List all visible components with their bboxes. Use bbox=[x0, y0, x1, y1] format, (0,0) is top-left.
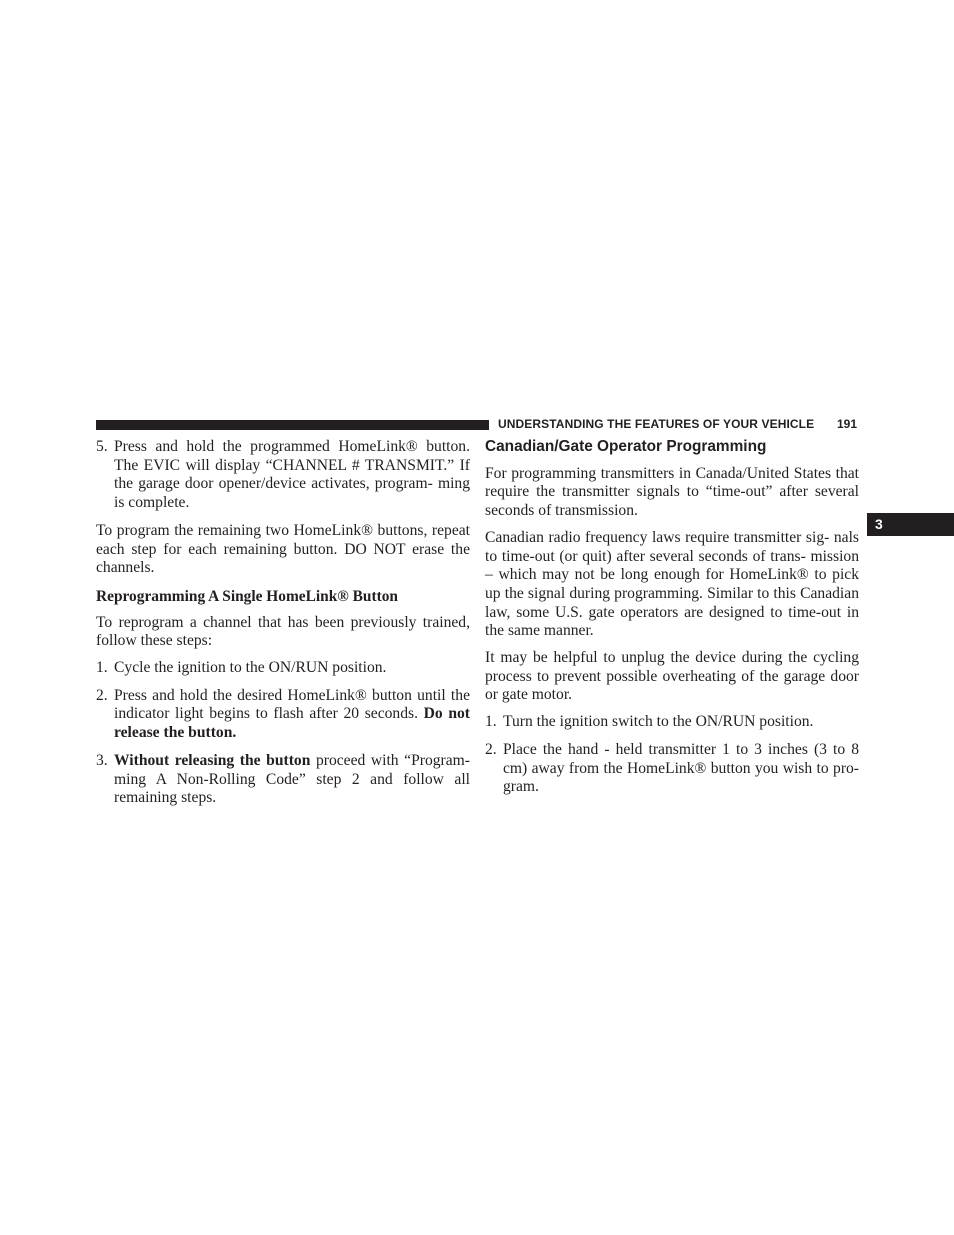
list-text-bold: Without releasing the button bbox=[114, 751, 311, 769]
list-item-step-1 bbox=[96, 659, 470, 678]
list-text: Cycle the ignition to the ON/RUN position. bbox=[114, 659, 387, 677]
list-text: Press and hold the desired HomeLink® button until the indicator light begins to flash after 20 seconds. bbox=[114, 686, 470, 723]
paragraph-reprogram-intro: To reprogram a channel that has been previously trained, follow these steps: bbox=[96, 613, 470, 650]
list-number: 2. bbox=[96, 686, 108, 704]
list-item-step-2 bbox=[485, 741, 859, 797]
paragraph-radio-laws: Canadian radio frequency laws require transmitter sig- nals to time-out (or quit) after several seconds of trans- mission – which may not be long enough for HomeLink® to pick up the signal during programming. Similar to this Canadian law, some U.S. gate operators are designed to time-out in the same manner. bbox=[485, 528, 859, 640]
chapter-tab-number: 3 bbox=[875, 516, 883, 532]
list-text: proceed with “Program- ming A Non-Rolling Code” step 2 and follow all remaining steps. bbox=[114, 751, 470, 807]
header-rule bbox=[96, 420, 489, 430]
list-number: 1. bbox=[485, 713, 497, 731]
list-number: 3. bbox=[96, 751, 108, 769]
section-heading-canadian-gate: Canadian/Gate Operator Programming bbox=[485, 438, 767, 455]
list-text: Press and hold the programmed HomeLink® button. The EVIC will display “CHANNEL # TRANSMIT.” If the garage door opener/device activates, program- ming is complete. bbox=[114, 438, 470, 512]
list-number: 5. bbox=[96, 438, 108, 455]
list-text: Turn the ignition switch to the ON/RUN position. bbox=[503, 713, 814, 731]
paragraph-unplug-device: It may be helpful to unplug the device during the cycling process to prevent possible overheating of the garage door or gate motor. bbox=[485, 649, 859, 704]
list-item-step-5 bbox=[96, 438, 470, 513]
list-text: Place the hand - held transmitter 1 to 3 inches (3 to 8 cm) away from the HomeLink® button you wish to pro- gram. bbox=[503, 740, 859, 796]
list-number: 2. bbox=[485, 740, 497, 758]
left-column bbox=[96, 438, 470, 817]
list-text-bold: Do not release the button. bbox=[114, 705, 470, 742]
running-header-title: UNDERSTANDING THE FEATURES OF YOUR VEHICLE bbox=[498, 417, 815, 431]
list-item-step-3 bbox=[96, 752, 470, 808]
chapter-tab bbox=[867, 513, 954, 536]
right-column bbox=[485, 438, 859, 806]
list-item-step-1 bbox=[485, 713, 859, 732]
page-number: 191 bbox=[837, 417, 858, 431]
paragraph-remaining-buttons: To program the remaining two HomeLink® buttons, repeat each step for each remaining button. DO NOT erase the channels. bbox=[96, 521, 470, 577]
list-item-step-2 bbox=[96, 687, 470, 743]
subheading-reprogramming: Reprogramming A Single HomeLink® Button bbox=[96, 587, 398, 605]
paragraph-transmitters: For programming transmitters in Canada/United States that require the transmitter signals to “time-out” after several seconds of transmission. bbox=[485, 464, 859, 520]
list-number: 1. bbox=[96, 659, 108, 677]
